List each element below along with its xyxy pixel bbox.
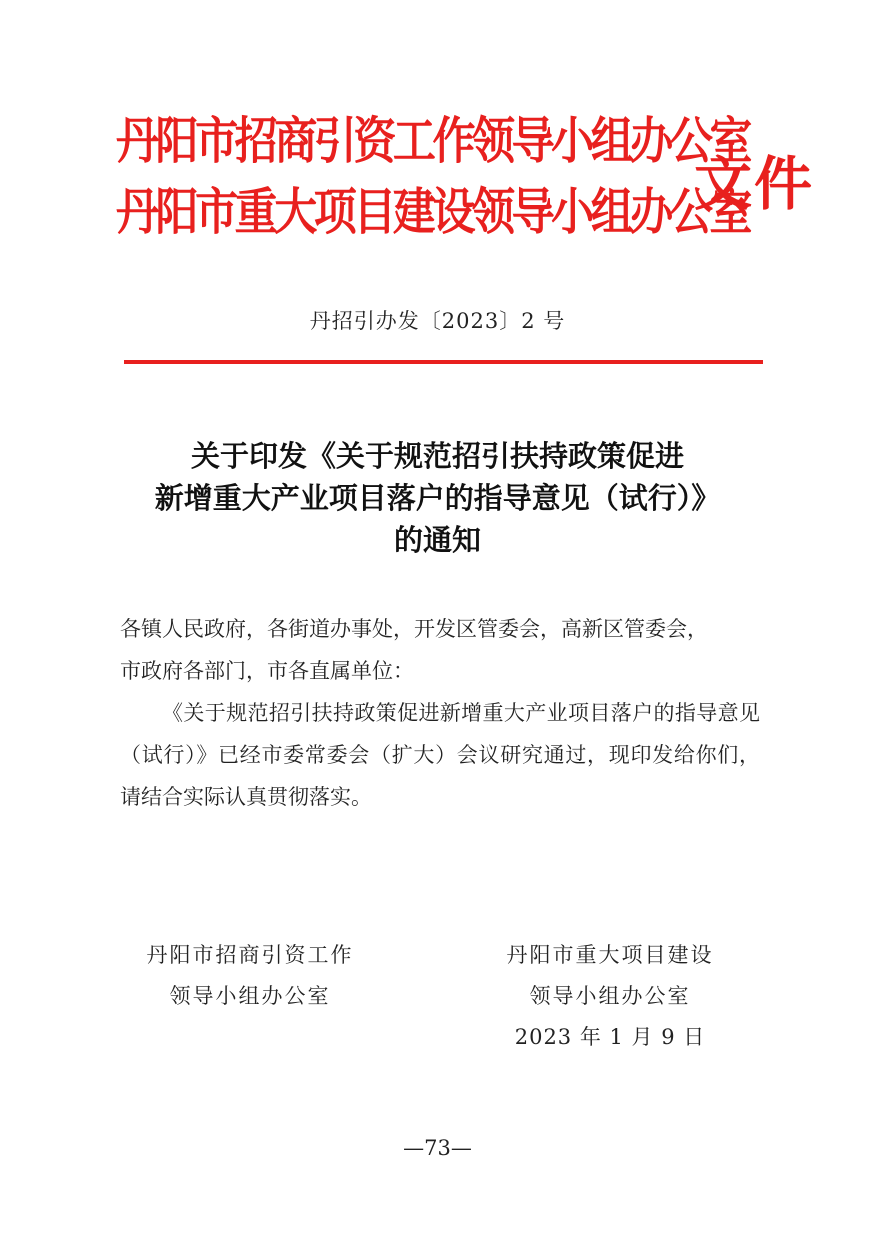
body-paragraph: 《关于规范招引扶持政策促进新增重大产业项目落户的指导意见（试行）》已经市委常委会（扩大）会议研究通过，现印发给你们，请结合实际认真贯彻落实。 (120, 701, 760, 809)
document-number: 丹招引办发〔2023〕2 号 (309, 309, 566, 333)
page-number: —73— (403, 1136, 472, 1160)
document-title-line-1: 关于印发《关于规范招引扶持政策促进 (190, 439, 684, 473)
issuing-org-1: 丹阳市招商引资工作领导小组办公室 (116, 111, 749, 170)
document-title-line-3: 的通知 (393, 523, 481, 557)
signature-right-line-1: 丹阳市重大项目建设 (506, 943, 714, 967)
signature-left (120, 935, 380, 1017)
signature-right (480, 935, 740, 1058)
signature-right-line-2: 领导小组办公室 (529, 984, 691, 1008)
document-title-line-2: 新增重大产业项目落户的指导意见（试行）》 (154, 481, 721, 515)
signature-date: 2023 年 1 月 9 日 (514, 1025, 706, 1049)
document-word: 文件 (694, 150, 815, 218)
document-body (120, 608, 760, 818)
red-separator-line (124, 360, 763, 364)
signature-left-line-1: 丹阳市招商引资工作 (146, 943, 354, 967)
issuing-org-2: 丹阳市重大项目建设领导小组办公室 (116, 182, 749, 241)
signature-left-line-2: 领导小组办公室 (169, 984, 331, 1008)
recipients-line-1: 各镇人民政府，各街道办事处，开发区管委会，高新区管委会， (120, 617, 708, 641)
recipients-line-2: 市政府各部门，市各直属单位： (120, 659, 414, 683)
